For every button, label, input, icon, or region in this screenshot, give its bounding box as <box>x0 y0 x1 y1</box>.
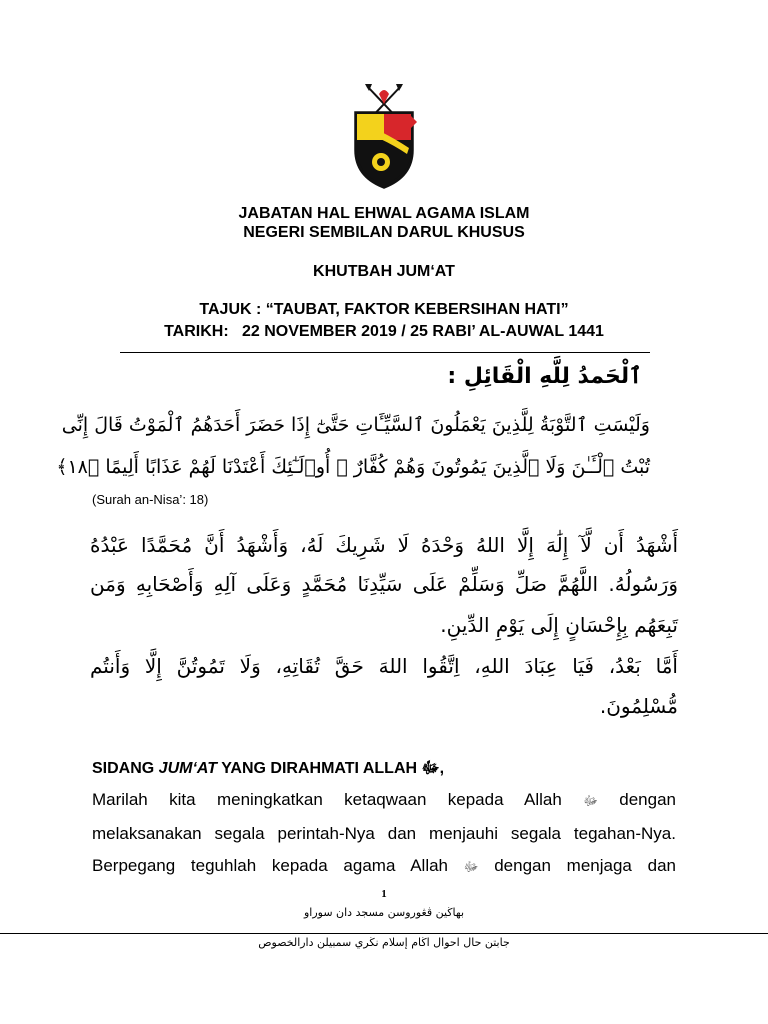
quran-verse-line2: تُبْتُ ٱلْـَٔـٰنَ وَلَا ٱلَّذِينَ يَمُوتُونَ وَهُمْ كُفَّارٌ ۚ أُو۟لَـٰٓئِكَ أَعْتَدْنَا لَهُمْ عَذَابًا أَلِيمًا ﴿١٨﴾ <box>56 456 650 478</box>
sermon-date: TARIKH: 22 NOVEMBER 2019 / 25 RABI’ AL-AUWAL 1441 <box>164 323 604 340</box>
document-title: KHUTBAH JUM‘AT <box>313 263 455 280</box>
amma-badu-line2: مُّسْلِمُونَ. <box>599 694 678 718</box>
allah-glyph: ﷻ <box>463 860 479 875</box>
greeting-prefix: SIDANG <box>92 760 159 777</box>
paragraph-line3-text-a: Berpegang teguhlah kepada agama Allah <box>92 856 449 875</box>
paragraph-line2: melaksanakan segala perintah-Nya dan menjauhi segala tegahan-Nya. <box>92 824 676 843</box>
amma-badu-line1: أَمَّا بَعْدُ، فَيَا عِبَادَ اللهِ، اِتَّقُوا اللهَ حَقَّ تُقَاتِهِ، وَلَا تَمُوتُنَّ إِلَّا وَأَنتُم <box>90 654 678 678</box>
verse-citation: (Surah an-Nisa’: 18) <box>92 492 209 507</box>
sermon-date-container <box>0 322 768 341</box>
department-name-line1: JABATAN HAL EHWAL AGAMA ISLAM <box>238 205 530 222</box>
greeting-jumat: JUM‘AT <box>158 760 218 777</box>
shahada-line3: تَبِعَهُم بِإِحْسَانٍ إِلَى يَوْمِ الدِّينِ. <box>440 613 678 637</box>
paragraph-line3-text-b: dengan menjaga dan <box>494 856 676 875</box>
footer-jawi-line1: بهاڬين ڤڠوروسن مسجد دان سوراو <box>303 906 465 919</box>
page-number: 1 <box>381 888 387 900</box>
greeting-suffix: YANG DIRAHMATI ALLAH <box>217 760 422 777</box>
footer-divider <box>0 933 768 934</box>
congregation-greeting <box>92 758 444 781</box>
paragraph-line3 <box>92 850 676 884</box>
department-name-line2: NEGERI SEMBILAN DARUL KHUSUS <box>243 224 525 241</box>
footer-jawi-line2: جابتن حال احوال اڬام إسلام نڬري سمبيلن دارالخصوص <box>258 936 510 949</box>
negeri-sembilan-crest-logo <box>345 82 423 190</box>
greeting-comma: , <box>439 760 445 777</box>
header-divider <box>120 352 650 353</box>
quran-verse-line1: وَلَيْسَتِ ٱلتَّوْبَةُ لِلَّذِينَ يَعْمَلُونَ ٱلسَّيِّـَٔاتِ حَتَّىٰٓ إِذَا حَضَرَ أَحَدَهُمُ ٱلْمَوْتُ قَالَ إِنِّى <box>61 414 650 436</box>
paragraph-line1 <box>92 784 676 818</box>
sermon-topic: TAJUK : “TAUBAT, FAKTOR KEBERSIHAN HATI” <box>199 301 569 318</box>
body-paragraph <box>92 784 676 884</box>
allah-glyph: ﷻ <box>583 794 598 809</box>
allah-glyph: ﷻ <box>421 758 440 777</box>
shahada-line2: وَرَسُولُهُ. اللَّهُمَّ صَلِّ وَسَلِّمْ عَلَى سَيِّدِنَا مُحَمَّدٍ وَعَلَى آلِهِ وَأَصْحَابِهِ وَمَن <box>90 572 678 596</box>
shahada-line1: أَشْهَدُ أَن لَّآ إِلَٰهَ إِلَّا اللهُ وَحْدَهُ لَا شَرِيكَ لَهُ، وَأَشْهَدُ أَنَّ مُحَمَّدًا عَبْدُهُ <box>90 533 678 557</box>
arabic-hamdalah: ٱلْحَمدُ لِلَّهِ الْقَائِلِ : <box>447 364 642 389</box>
paragraph-line1-text-b: dengan <box>619 790 676 809</box>
paragraph-line1-text-a: Marilah kita meningkatkan ketaqwaan kepada Allah <box>92 790 562 809</box>
